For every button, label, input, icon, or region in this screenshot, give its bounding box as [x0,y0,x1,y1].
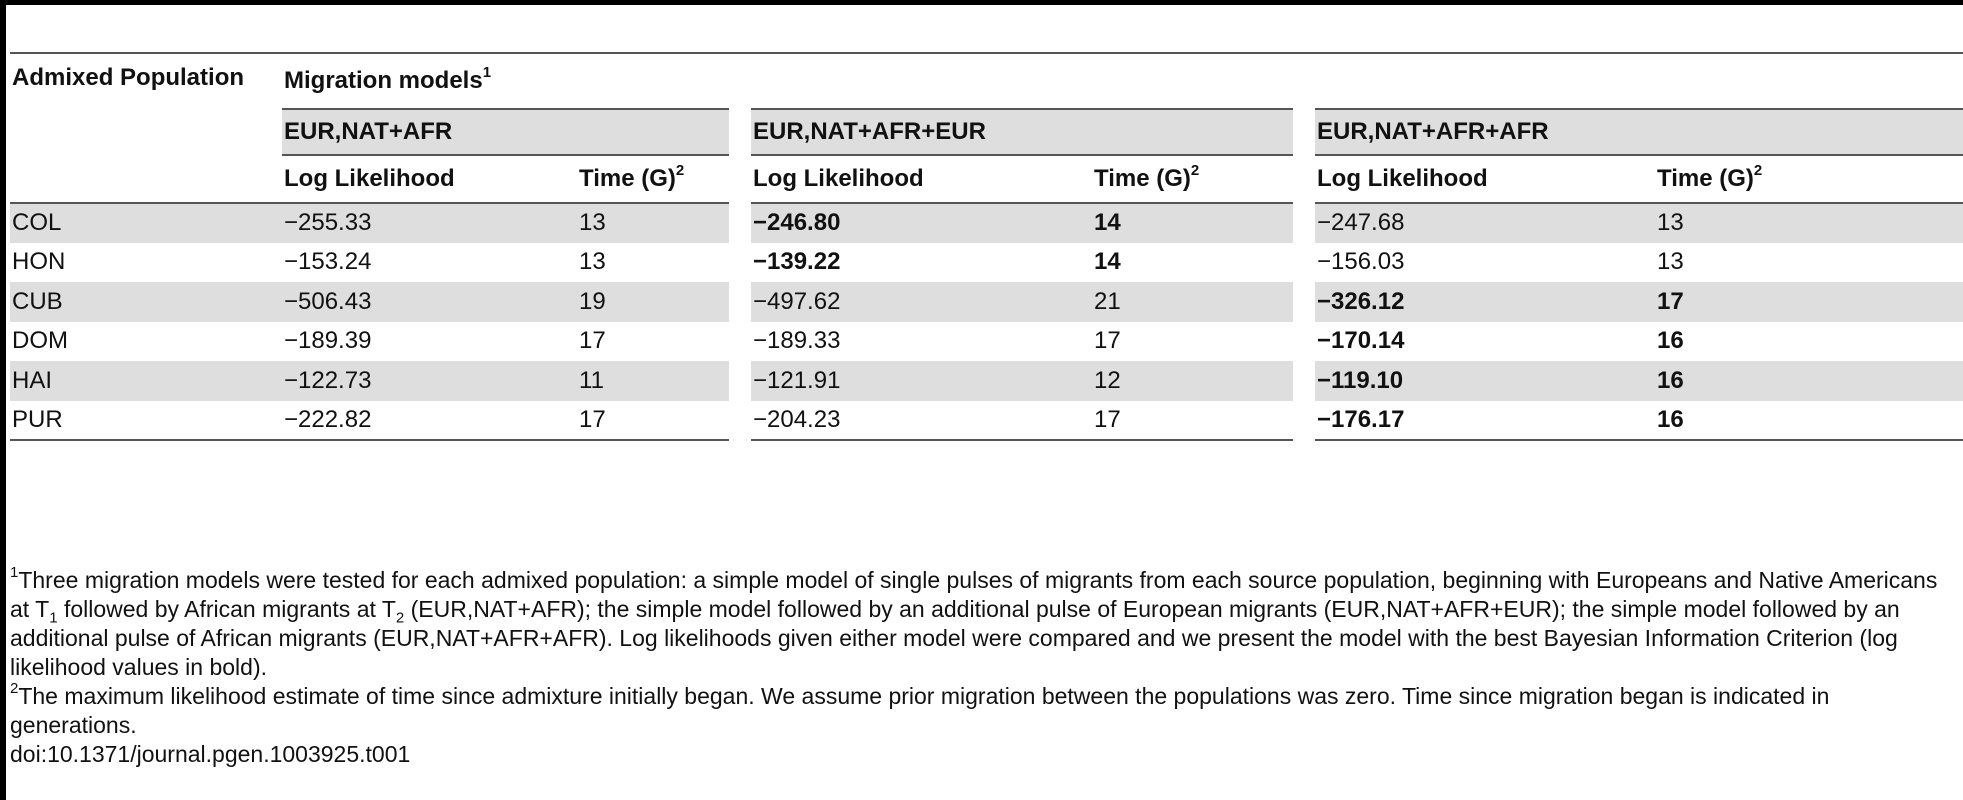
time-cell: 21 [1094,287,1121,315]
loglik-cell: −497.62 [740,282,1092,322]
header-row-1 [10,53,1963,109]
migration-models-table [10,52,1963,441]
population-cell: PUR [12,405,63,433]
table-row [10,322,1963,362]
loglik-cell: −156.03 [1304,243,1655,283]
time-cell: 16 [1657,366,1684,394]
loglik-cell: −122.73 [284,366,372,394]
table-row [10,282,1963,322]
time-cell: 14 [1094,248,1121,276]
time-header-2: Time $(G)^2$ [1092,155,1304,203]
table-footnotes [10,566,1960,769]
loglik-cell: −506.43 [284,287,372,315]
loglik-cell: −170.14 [1304,322,1655,362]
time-cell: 11 [579,366,604,394]
model-header-2: EUR,NAT+AFR+EUR [740,109,1304,155]
time-cell: 16 [1657,405,1684,433]
loglik-cell: −139.22 [740,243,1092,283]
model-header-1: EUR,NAT+AFR [284,118,453,145]
time-cell: 13 [1657,248,1684,276]
loglik-cell: −121.91 [740,361,1092,401]
time-cell: 19 [579,287,606,315]
table-row [10,401,1963,441]
migration-models-header: Migration models$^1$ [284,64,492,94]
time-cell: 13 [579,248,606,276]
loglik-header-3: Log Likelihood [1304,155,1655,203]
footnote-1: $^1$Three migration models were tested for each admixed population: a simple model of single pulses of migrants from each source population, beginning with Europeans and Native Americans at $T_1$ followed by African migrants at $T_2$ (EUR,NAT+AFR); the simple model followed by an additional pulse of European migrants (EUR,NAT+AFR+EUR); the simple model followed by an additional pulse of African migrants (EUR,NAT+AFR+AFR). Log likelihoods given either model were compared and we present the model with the best Bayesian Information Criterion (log likelihood values in bold). [10,564,1938,680]
loglik-cell: −247.68 [1304,203,1655,243]
time-cell: 17 [579,327,606,355]
time-cell: 16 [1657,327,1684,355]
left-border-rule [0,0,6,800]
population-cell: HON [12,248,66,276]
time-header-3: Time $(G)^2$ [1655,155,1963,203]
loglik-cell: −204.23 [740,401,1092,441]
population-cell: COL [12,209,62,237]
population-cell: CUB [12,287,63,315]
time-cell: 14 [1094,209,1121,237]
top-border-rule [0,0,1963,5]
loglik-cell: −189.39 [284,327,372,355]
loglik-cell: −246.80 [740,203,1092,243]
time-cell: 12 [1094,366,1121,394]
time-cell: 17 [1094,405,1121,433]
time-cell: 13 [579,209,606,237]
loglik-cell: −326.12 [1304,282,1655,322]
admixed-population-header: Admixed Population [12,64,245,91]
loglik-header-1: Log Likelihood [282,155,577,203]
population-cell: DOM [12,327,68,355]
time-cell: 13 [1657,209,1684,237]
time-cell: 17 [1094,327,1121,355]
loglik-cell: −222.82 [284,405,372,433]
loglik-cell: −176.17 [1304,401,1655,441]
loglik-header-2: Log Likelihood [740,155,1092,203]
doi-link[interactable]: doi:10.1371/journal.pgen.1003925.t001 [10,741,411,767]
table-row [10,203,1963,243]
loglik-cell: −189.33 [740,322,1092,362]
footnote-2: $^2$The maximum likelihood estimate of time since admixture initially began. We assume prior migration between the populations was zero. Time since migration began is indicated in generations. [10,680,1830,738]
header-row-2 [10,109,1963,155]
loglik-cell: −255.33 [284,209,372,237]
time-cell: 17 [1657,287,1684,315]
loglik-cell: −153.24 [284,248,372,276]
model-header-3: EUR,NAT+AFR+AFR [1304,109,1963,155]
loglik-cell: −119.10 [1304,361,1655,401]
time-cell: 17 [579,405,606,433]
table-row [10,361,1963,401]
header-row-3 [10,155,1963,203]
time-header-1: Time $(G)^2$ [577,155,740,203]
table-row [10,243,1963,283]
population-cell: HAI [12,366,53,394]
